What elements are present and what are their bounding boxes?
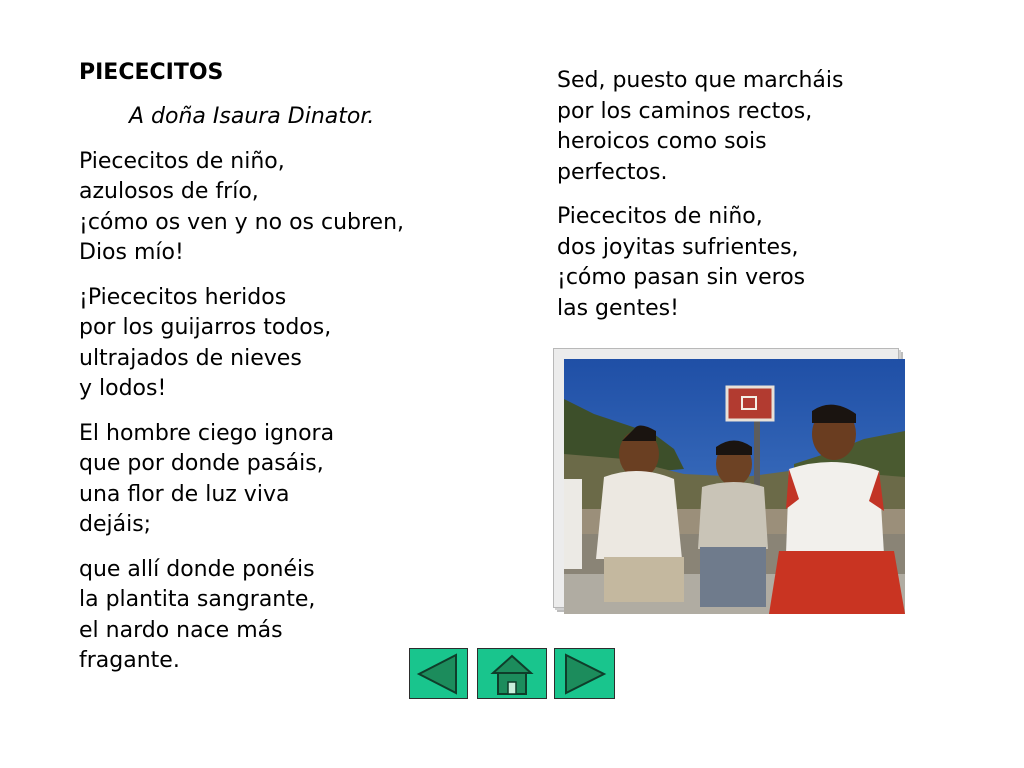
- stanza: [557, 202, 997, 324]
- poem-line: una flor de luz viva: [79, 481, 290, 507]
- poem-line: ultrajados de nieves: [79, 345, 302, 371]
- home-button[interactable]: [477, 648, 547, 699]
- poem-line: Dios mío!: [79, 240, 184, 265]
- poem-line: azulosos de frío,: [79, 179, 259, 204]
- poem-line: dejáis;: [79, 512, 152, 537]
- poem-line: Sed, puesto que marcháis: [557, 68, 844, 93]
- children-photo: [564, 359, 905, 614]
- poem-line: ¡cómo pasan sin veros: [557, 265, 806, 290]
- poem-line: por los guijarros todos,: [79, 315, 332, 340]
- poem-line: la plantita sangrante,: [79, 587, 316, 612]
- poem-right-column: [557, 66, 997, 338]
- house-icon: [478, 649, 546, 698]
- poem-line: las gentes!: [557, 295, 679, 321]
- next-button[interactable]: [554, 648, 615, 699]
- poem-line: Piececitos de niño,: [79, 148, 285, 174]
- stanza: [79, 147, 519, 269]
- triangle-right-icon: [555, 649, 614, 698]
- poem-line: El hombre ciego ignora: [79, 420, 335, 446]
- poem-line: que allí donde ponéis: [79, 556, 315, 582]
- poem-line: heroicos como sois: [557, 129, 767, 154]
- poem-line: que por donde pasáis,: [79, 451, 324, 476]
- poem-line: por los caminos rectos,: [557, 98, 813, 124]
- poem-line: dos joyitas sufrientes,: [557, 234, 799, 260]
- poem-line: el nardo nace más: [79, 617, 283, 643]
- poem-line: Piececitos de niño,: [557, 204, 763, 229]
- previous-button[interactable]: [409, 648, 468, 699]
- poem-left-column: [79, 58, 519, 691]
- stanza: [79, 283, 519, 405]
- poem-title: PIECECITOS: [79, 60, 224, 85]
- triangle-left-icon: [410, 649, 467, 698]
- poem-dedication: A doña Isaura Dinator.: [129, 104, 375, 129]
- poem-line: perfectos.: [557, 159, 668, 185]
- stanza: [79, 419, 519, 541]
- poem-line: ¡Piececitos heridos: [79, 284, 287, 310]
- poem-line: ¡cómo os ven y no os cubren,: [79, 209, 405, 235]
- poem-line: fragante.: [79, 648, 180, 673]
- poem-line: y lodos!: [79, 376, 167, 401]
- photo-frame: [553, 348, 905, 614]
- stanza: [557, 66, 997, 188]
